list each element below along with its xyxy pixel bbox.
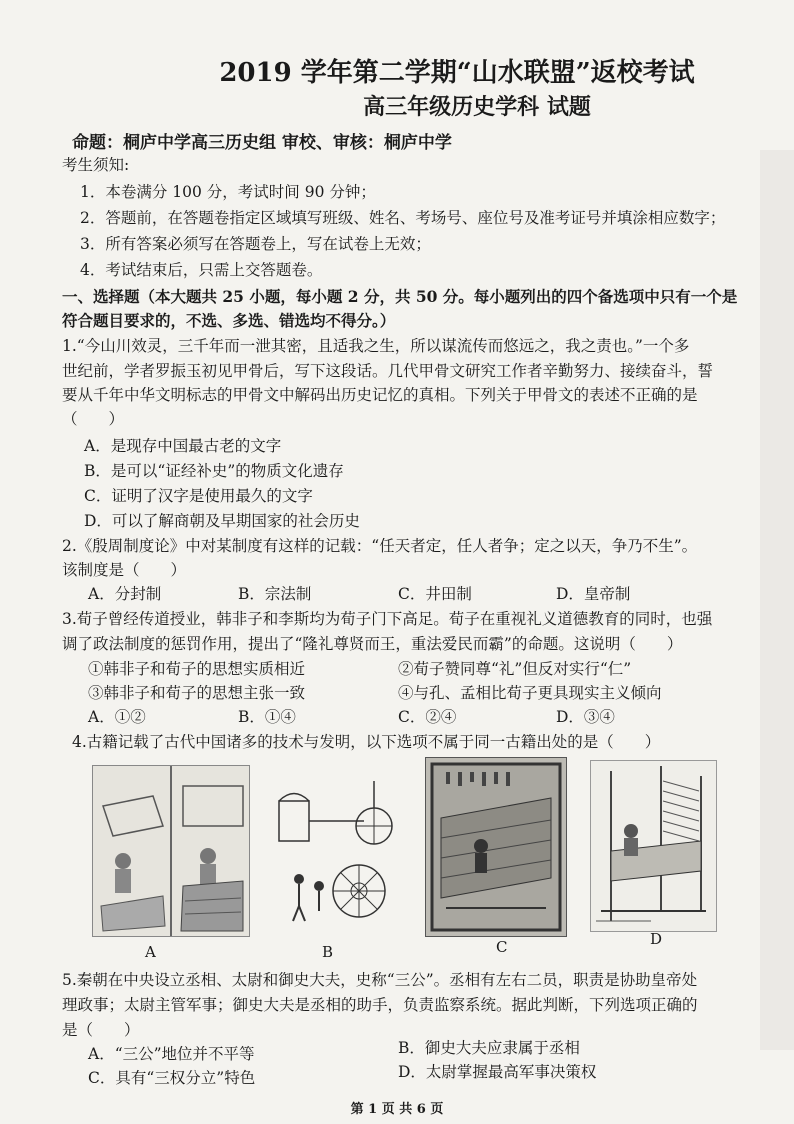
- exam-author-line: 命题：桐庐中学高三历史组 审校、审核：桐庐中学: [72, 133, 452, 153]
- figure-b-machine-drawing: [268, 770, 402, 937]
- question-5-option-d: D．太尉掌握最高军事决策权: [398, 1063, 597, 1081]
- question-1-option-c: C．证明了汉字是使用最久的文字: [84, 487, 313, 505]
- scan-margin-shadow: [760, 150, 794, 1050]
- page-footer: 第 1 页 共 6 页: [350, 1102, 444, 1117]
- instruction-item: 1．本卷满分 100 分，考试时间 90 分钟；: [80, 183, 376, 201]
- figure-c-label: C: [496, 938, 508, 956]
- section-heading: 一、选择题（本大题共 25 小题，每小题 2 分，共 50 分。每小题列出的四个备选项中只有一个是: [62, 287, 738, 306]
- question-4-text: 4.古籍记载了古代中国诸多的技术与发明，以下选项不属于同一古籍出处的是（ ）: [72, 733, 661, 751]
- figure-d-loom-drawing: [590, 760, 717, 932]
- question-5-option-a: A．“三公”地位并不平等: [88, 1045, 255, 1063]
- question-2-text: 2.《殷周制度论》中对某制度有这样的记载：“任天者定，任人者争；定之以天，争乃不生”。: [62, 537, 698, 555]
- question-3-statement-4: ④与孔、孟相比荀子更具现实主义倾向: [398, 684, 662, 702]
- question-3-option-c: C．②④: [398, 708, 457, 726]
- instruction-item: 4．考试结束后，只需上交答题卷。: [80, 261, 323, 279]
- question-3-text: 3.荀子曾经传道授业，韩非子和李斯均为荀子门下高足。荀子在重视礼义道德教育的同时，也强: [62, 610, 713, 628]
- instructions-heading: 考生须知:: [62, 156, 130, 174]
- question-5-text: 5.秦朝在中央设立丞相、太尉和御史大夫，史称“三公”。丞相有左右二员，职责是协助皇帝处: [62, 971, 698, 989]
- question-1-option-d: D．可以了解商朝及早期国家的社会历史: [84, 512, 360, 530]
- exam-title: 2019 学年第二学期“山水联盟”返校考试: [219, 58, 695, 88]
- figure-d-label: D: [650, 930, 663, 948]
- question-1-text: 世纪前，学者罗振玉初见甲骨后，写下这段话。几代甲骨文研究工作者辛勤努力、接续奋斗，誓: [62, 362, 714, 380]
- question-2-option-b: B．宗法制: [238, 585, 312, 603]
- question-3-statement-3: ③韩非子和荀子的思想主张一致: [88, 684, 306, 702]
- question-2-option-c: C．井田制: [398, 585, 472, 603]
- question-5-text: 是（ ）: [62, 1021, 140, 1039]
- question-5-text: 理政事；太尉主管军事；御史大夫是丞相的助手，负责监察系统。据此判断，下列选项正确的: [62, 996, 698, 1014]
- question-1-option-b: B．是可以“证经补史”的物质文化遗存: [84, 462, 344, 480]
- question-3-option-b: B．①④: [238, 708, 296, 726]
- question-3-option-d: D．③④: [556, 708, 615, 726]
- figure-c-woodblock-print: [425, 757, 567, 937]
- exam-subtitle: 高三年级历史学科 试题: [363, 94, 591, 120]
- instruction-item: 3．所有答案必须写在答题卷上，写在试卷上无效；: [80, 235, 431, 253]
- question-3-statement-1: ①韩非子和荀子的思想实质相近: [88, 660, 306, 678]
- question-5-option-c: C．具有“三权分立”特色: [88, 1069, 256, 1087]
- question-1-text: 1.“今山川效灵，三千年而一泄其密，且适我之生，所以谋流传而悠远之，我之责也。”一个多: [62, 337, 690, 355]
- question-1-text: 要从千年中华文明标志的甲骨文中解码出历史记忆的真相。下列关于甲骨文的表述不正确的是: [62, 386, 698, 404]
- instruction-item: 2．答题前，在答题卷指定区域填写班级、姓名、考场号、座位号及准考证号并填涂相应数字；: [80, 209, 726, 227]
- question-3-option-a: A．①②: [88, 708, 146, 726]
- question-1-option-a: A．是现存中国最古老的文字: [84, 437, 282, 455]
- question-2-text: 该制度是（ ）: [62, 561, 187, 579]
- question-2-option-d: D．皇帝制: [556, 585, 631, 603]
- figure-a-label: A: [145, 943, 156, 961]
- question-3-text: 调了政法制度的惩罚作用，提出了“隆礼尊贤而王，重法爱民而霸”的命题。这说明（ ）: [62, 635, 683, 653]
- section-heading-cont: 符合题目要求的，不选、多选、错选均不得分。）: [62, 311, 396, 330]
- question-2-option-a: A．分封制: [88, 585, 162, 603]
- question-5-option-b: B．御史大夫应隶属于丞相: [398, 1039, 580, 1057]
- figure-a-woodblock-image: [92, 765, 250, 937]
- figure-b-label: B: [322, 943, 334, 961]
- question-3-statement-2: ②荀子赞同尊“礼”但反对实行“仁”: [398, 660, 632, 678]
- question-1-blank: （ ）: [62, 410, 125, 428]
